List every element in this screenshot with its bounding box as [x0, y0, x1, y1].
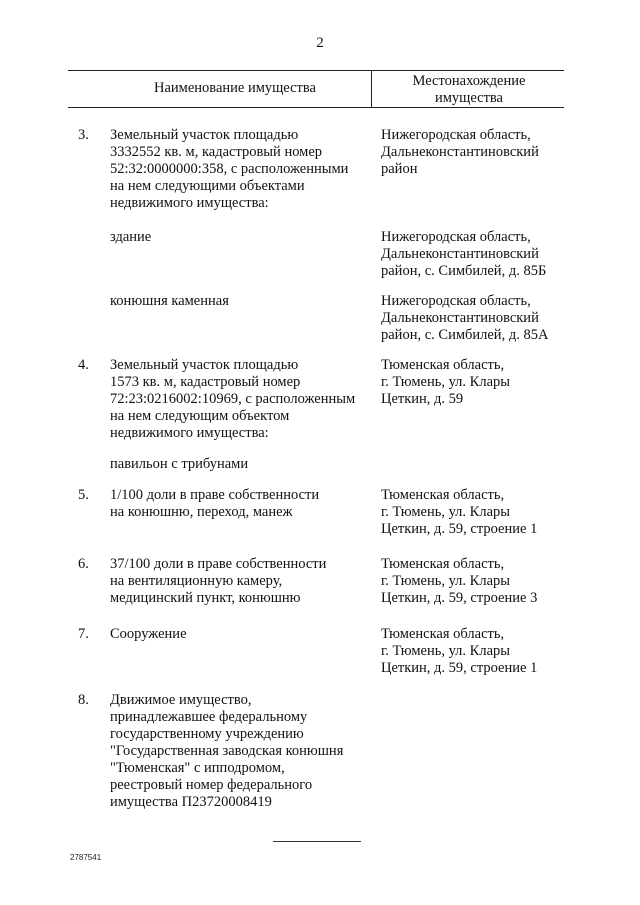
property-location: Тюменская область, г. Тюмень, ул. Клары Цеткин, д. 59, строение 1 [381, 487, 538, 537]
property-name: павильон с трибунами [110, 456, 249, 472]
page-number: 2 [316, 35, 324, 51]
property-name: 37/100 доли в праве собственности на вентиляционную камеру, медицинский пункт, конюшню [110, 556, 327, 606]
property-location: Нижегородская область, Дальнеконстантиновский район [381, 127, 539, 177]
table-header-name-column: Наименование имущества [154, 80, 316, 96]
document-code: 2787541 [70, 853, 102, 862]
table-header-location-column: Местонахождение имущества [412, 73, 526, 106]
row-number: 3. [78, 127, 89, 143]
property-name: здание [110, 229, 152, 245]
row-number: 4. [78, 357, 89, 373]
property-name: Движимое имущество, принадлежавшее федеральному государственному учреждению "Государственная заводская конюшня "Тюменская" с ипподромом, реестровый номер федерального имущества П23720008419 [110, 692, 344, 810]
row-number: 6. [78, 556, 89, 572]
table-header-column-divider [371, 70, 372, 107]
property-location: Тюменская область, г. Тюмень, ул. Клары Цеткин, д. 59, строение 3 [381, 556, 538, 606]
table-header-bottom-rule [68, 107, 564, 108]
property-name: конюшня каменная [110, 293, 229, 309]
end-of-document-rule [273, 841, 361, 842]
row-number: 7. [78, 626, 89, 642]
property-location: Нижегородская область, Дальнеконстантиновский район, с. Симбилей, д. 85А [381, 293, 549, 343]
table-header-top-rule [68, 70, 564, 71]
property-location: Нижегородская область, Дальнеконстантиновский район, с. Симбилей, д. 85Б [381, 229, 547, 279]
property-name: Земельный участок площадью 3332552 кв. м, кадастровый номер 52:32:0000000:358, с расположенными на нем следующими объектами недвижимого имущества: [110, 127, 349, 211]
property-location: Тюменская область, г. Тюмень, ул. Клары Цеткин, д. 59, строение 1 [381, 626, 538, 676]
property-name: Земельный участок площадью 1573 кв. м, кадастровый номер 72:23:0216002:10969, с расположенным на нем следующим объектом недвижимого имущества: [110, 357, 356, 441]
row-number: 8. [78, 692, 89, 708]
property-location: Тюменская область, г. Тюмень, ул. Клары Цеткин, д. 59 [381, 357, 511, 407]
property-name: Сооружение [110, 626, 187, 642]
row-number: 5. [78, 487, 89, 503]
property-name: 1/100 доли в праве собственности на конюшню, переход, манеж [110, 487, 320, 520]
